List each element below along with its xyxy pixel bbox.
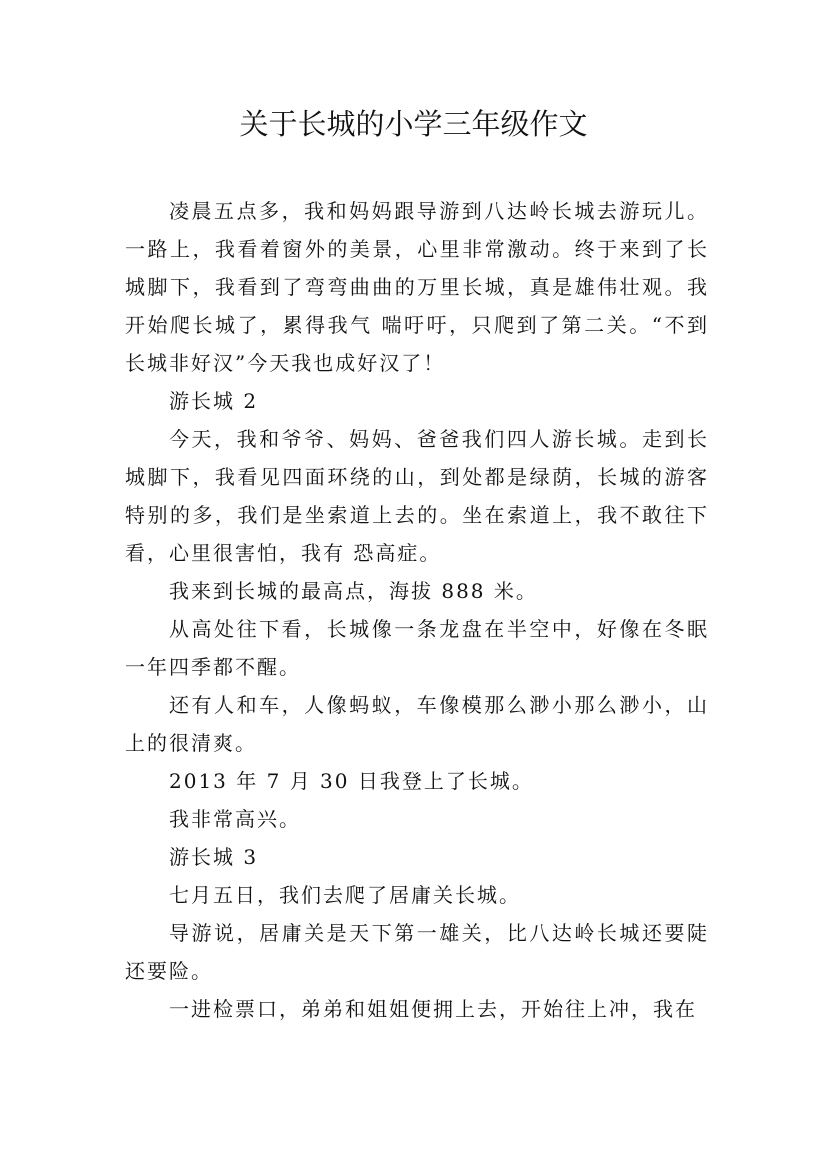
paragraph-3: 我来到长城的最高点，海拔 888 米。	[169, 579, 538, 603]
document-body	[125, 192, 709, 1028]
paragraph-5: 还有人和车，人像蚂蚁，车像模那么渺小那么渺小，山上的很清爽。	[125, 693, 709, 755]
paragraph-2: 今天，我和爷爷、妈妈、爸爸我们四人游长城。走到长城脚下，我看见四面环绕的山，到处都是绿荫，长城的游客特别的多，我们是坐索道上去的。坐在索道上，我不敢往下看，心里很害怕，我有 恐高症。	[125, 427, 709, 565]
section-heading-3: 游长城 3	[169, 845, 259, 869]
paragraph-7: 我非常高兴。	[169, 807, 301, 831]
document-title: 关于长城的小学三年级作文	[239, 107, 588, 141]
paragraph-1: 凌晨五点多，我和妈妈跟导游到八达岭长城去游玩儿。一路上，我看着窗外的美景，心里非常激动。终于来到了长城脚下，我看到了弯弯曲曲的万里长城，真是雄伟壮观。我开始爬长城了，累得我气 喘吁吁，只爬到了第二关。“不到长城非好汉”今天我也成好汉了！	[125, 199, 709, 375]
paragraph-8: 七月五日，我们去爬了居庸关长城。	[169, 883, 521, 907]
section-heading-2: 游长城 2	[169, 389, 259, 413]
paragraph-6: 2013 年 7 月 30 日我登上了长城。	[169, 769, 534, 793]
paragraph-10: 一进检票口，弟弟和姐姐便拥上去，开始往上冲，我在	[169, 997, 697, 1021]
paragraph-9: 导游说，居庸关是天下第一雄关，比八达岭长城还要陡还要险。	[125, 921, 709, 983]
paragraph-4: 从高处往下看，长城像一条龙盘在半空中，好像在冬眠一年四季都不醒。	[125, 617, 709, 679]
